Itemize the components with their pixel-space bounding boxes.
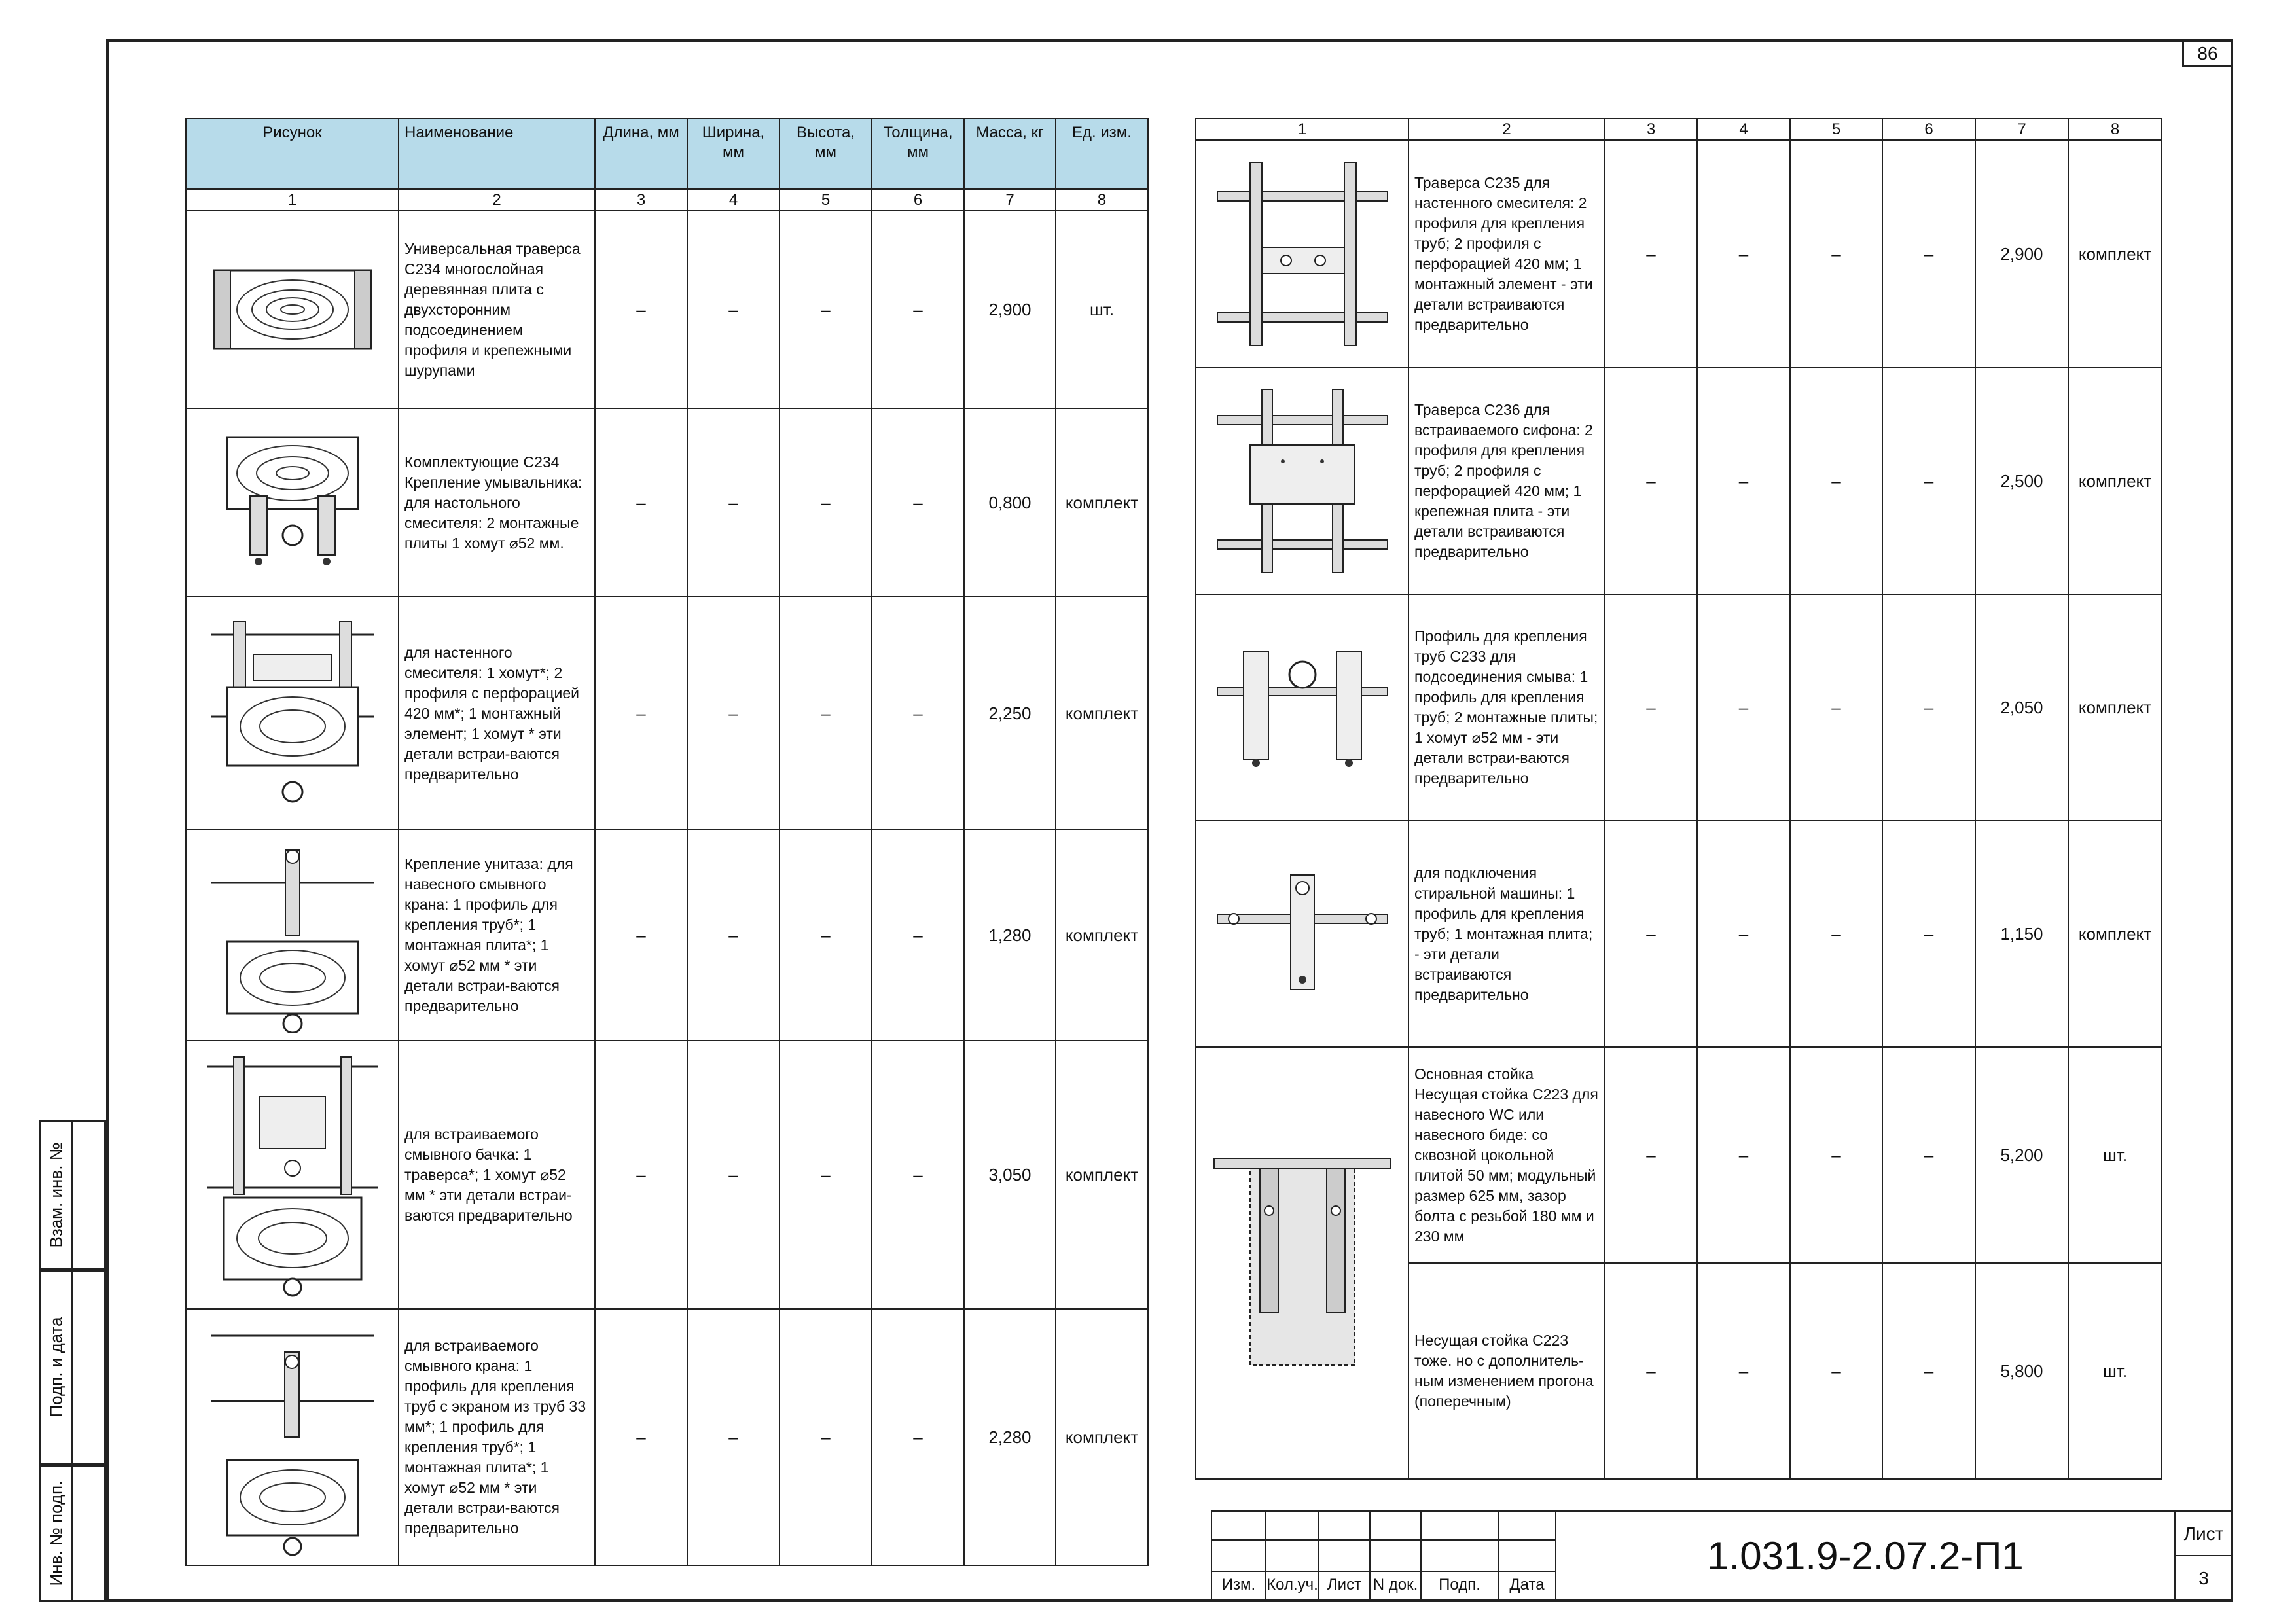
item-unit: комплект (2068, 594, 2162, 821)
item-name: Комплектующие С234 Крепление умывальника: для настольного смесителя: 2 монтажные плиты 1 хомут ⌀52 мм. (399, 408, 595, 597)
table-row: для встраиваемого смывного крана: 1 профиль для крепления труб с экраном из труб 33 мм*; 1 профиль для крепления труб*; 1 монтажная плита*; 1 хомут ⌀52 мм * эти детали встраи-ваются предварительно – – – – 2,280 комплект (186, 1309, 1148, 1565)
item-unit: комплект (1056, 408, 1148, 597)
item-mass: 2,500 (1975, 368, 2068, 594)
table-row: для встраиваемого смывного бачка: 1 траверса*; 1 хомут ⌀52 мм * эти детали встраи-ваются предварительно – – – – 3,050 комплект (186, 1041, 1148, 1309)
caption-list: Лист (1327, 1576, 1362, 1594)
table-row: Несущая стойка С223 тоже. но с дополнитель-ным изменением прогона (поперечным) – – – – 5,800 шт. (1196, 1263, 2162, 1479)
item-name: Профиль для крепления труб С233 для подсоединения смыва: 1 профиль для крепления труб; 2 монтажные плиты; 1 хомут ⌀52 мм - эти детали встраи-ваются предварительно (1408, 594, 1605, 821)
item-unit: комплект (2068, 368, 2162, 594)
col-header-height: Высота, мм (780, 118, 872, 189)
col-header-mass: Масса, кг (964, 118, 1056, 189)
wood-board-traverse-icon (211, 267, 374, 352)
sheet-number: 86 (2182, 39, 2233, 67)
item-name: Несущая стойка С223 тоже. но с дополнитель-ным изменением прогона (поперечным) (1408, 1263, 1605, 1479)
table-row: Профиль для крепления труб С233 для подсоединения смыва: 1 профиль для крепления труб; 2 монтажные плиты; 1 хомут ⌀52 мм - эти детали встраи-ваются предварительно – – – – 2,050 комплект (1196, 594, 2162, 821)
col-header-picture: Рисунок (186, 118, 399, 189)
caption-n-dok: N док. (1372, 1576, 1418, 1594)
col-number-row: 1 2 3 4 5 6 7 8 (186, 189, 1148, 211)
item-mass: 2,280 (964, 1309, 1056, 1565)
left-spec-table (185, 118, 1149, 1566)
caption-data: Дата (1509, 1576, 1545, 1594)
item-mass: 3,050 (964, 1041, 1056, 1309)
caption-izm: Изм. (1221, 1576, 1256, 1594)
item-unit: комплект (1056, 830, 1148, 1041)
side-stamp-orig-inv: Инв. № подп. (39, 1465, 106, 1602)
item-mass: 5,200 (1975, 1047, 2068, 1263)
item-mass: 2,250 (964, 597, 1056, 830)
caption-kol-uch: Кол.уч. (1266, 1576, 1318, 1594)
support-stand-c223-icon (1208, 1152, 1397, 1374)
item-name: Траверса С235 для настенного смесителя: 2 профиля для крепления труб; 2 профиля с перфорацией 420 мм; 1 монтажный элемент - эти детали встраиваются предварительно (1408, 140, 1605, 368)
item-name: для настенного смесителя: 1 хомут*; 2 профиля с перфорацией 420 мм*; 1 монтажный элемент; 1 хомут * эти детали встраи-ваются предварительно (399, 597, 595, 830)
item-name: для встраиваемого смывного крана: 1 профиль для крепления труб с экраном из труб 33 мм*; 1 профиль для крепления труб*; 1 монтажная плита*; 1 хомут ⌀52 мм * эти детали встраи-ваются предварительно (399, 1309, 595, 1565)
item-mass: 0,800 (964, 408, 1056, 597)
document-number: 1.031.9-2.07.2-П1 (1707, 1534, 2024, 1578)
item-unit: комплект (1056, 1041, 1148, 1309)
item-unit: шт. (2068, 1263, 2162, 1479)
item-unit: комплект (1056, 1309, 1148, 1565)
built-in-flush-valve-fixture-icon (204, 1316, 381, 1558)
item-name: Основная стойка Несущая стойка С223 для навесного WC или навесного биде: со сквозной цокольной плитой 50 мм; модульный размер 625 мм, зазор болта с резьбой 180 мм и 230 мм (1408, 1047, 1605, 1263)
item-name: для встраиваемого смывного бачка: 1 траверса*; 1 хомут ⌀52 мм * эти детали встраи-ваются предварительно (399, 1041, 595, 1309)
item-unit: комплект (2068, 821, 2162, 1047)
col-number-row: 1 2 3 4 5 6 7 8 (1196, 118, 2162, 140)
item-mass: 2,900 (964, 211, 1056, 408)
sheet-value: 3 (2198, 1568, 2209, 1588)
table-row: для настенного смесителя: 1 хомут*; 2 профиля с перфорацией 420 мм*; 1 монтажный элемент; 1 хомут * эти детали встраи-ваются предварительно – – – – 2,250 комплект (186, 597, 1148, 830)
table-row: для подключения стиральной машины: 1 профиль для крепления труб; 1 монтажная плита; - эти детали встраиваются предварительно – – – – 1,150 комплект (1196, 821, 2162, 1047)
caption-podp: Подп. (1439, 1576, 1480, 1594)
table-row: Комплектующие С234 Крепление умывальника: для настольного смесителя: 2 монтажные плиты 1 хомут ⌀52 мм. – – – – 0,800 комплект (186, 408, 1148, 597)
traverse-c235-icon (1211, 156, 1394, 352)
side-stamp-sign-date: Подп. и дата (39, 1270, 106, 1465)
item-mass: 5,800 (1975, 1263, 2068, 1479)
side-stamp-replaced-inv: Взам. инв. № (39, 1120, 106, 1270)
wc-flush-valve-fixture-icon (204, 837, 381, 1033)
col-header-name: Наименование (399, 118, 595, 189)
item-name: Универсальная траверса С234 многослойная деревянная плита с двухсторонним подсоединением профиля и крепежными шурупами (399, 211, 595, 408)
right-spec-table (1195, 118, 2162, 1480)
col-header-width: Ширина, мм (687, 118, 780, 189)
col-header-unit: Ед. изм. (1056, 118, 1148, 189)
item-unit: шт. (1056, 211, 1148, 408)
item-name: для подключения стиральной машины: 1 профиль для крепления труб; 1 монтажная плита; - эти детали встраиваются предварительно (1408, 821, 1605, 1047)
item-name: Траверса С236 для встраиваемого сифона: 2 профиля для крепления труб; 2 профиля с перфорацией 420 мм; 1 крепежная плита - эти детали встраиваются предварительно (1408, 368, 1605, 594)
wall-mixer-fixture-icon (204, 615, 381, 812)
col-header-thickness: Толщина, мм (872, 118, 964, 189)
item-unit: шт. (2068, 1047, 2162, 1263)
item-unit: комплект (2068, 140, 2162, 368)
table-row: Основная стойка Несущая стойка С223 для навесного WC или навесного биде: со сквозной цокольной плитой 50 мм; модульный размер 625 мм, зазор болта с резьбой 180 мм и 230 мм – – – – 5,200 шт. (1196, 1047, 2162, 1263)
item-name: Крепление унитаза: для навесного смывного крана: 1 профиль для крепления труб*; 1 монтажная плита*; 1 хомут ⌀52 мм * эти детали встраи-ваются предварительно (399, 830, 595, 1041)
traverse-c236-icon (1211, 383, 1394, 579)
item-mass: 2,900 (1975, 140, 2068, 368)
item-mass: 2,050 (1975, 594, 2068, 821)
pipe-profile-c233-icon (1211, 642, 1394, 773)
header-row (186, 118, 1148, 189)
cistern-fixture-icon (201, 1050, 384, 1299)
washing-machine-fixture-icon (1211, 868, 1394, 999)
item-mass: 1,280 (964, 830, 1056, 1041)
table-row: Универсальная траверса С234 многослойная деревянная плита с двухсторонним подсоединением профиля и крепежными шурупами – – – – 2,900 шт. (186, 211, 1148, 408)
table-row: Траверса С235 для настенного смесителя: 2 профиля для крепления труб; 2 профиля с перфорацией 420 мм; 1 монтажный элемент - эти детали встраиваются предварительно – – – – 2,900 комплект (1196, 140, 2162, 368)
item-mass: 1,150 (1975, 821, 2068, 1047)
item-unit: комплект (1056, 597, 1148, 830)
washbasin-fixture-icon (211, 431, 374, 575)
table-row: Траверса С236 для встраиваемого сифона: 2 профиля для крепления труб; 2 профиля с перфорацией 420 мм; 1 крепежная плита - эти детали встраиваются предварительно – – – – 2,500 комплект (1196, 368, 2162, 594)
col-header-length: Длина, мм (595, 118, 687, 189)
sheet-label: Лист (2183, 1524, 2224, 1544)
table-row: Крепление унитаза: для навесного смывного крана: 1 профиль для крепления труб*; 1 монтажная плита*; 1 хомут ⌀52 мм * эти детали встраи-ваются предварительно – – – – 1,280 комплект (186, 830, 1148, 1041)
